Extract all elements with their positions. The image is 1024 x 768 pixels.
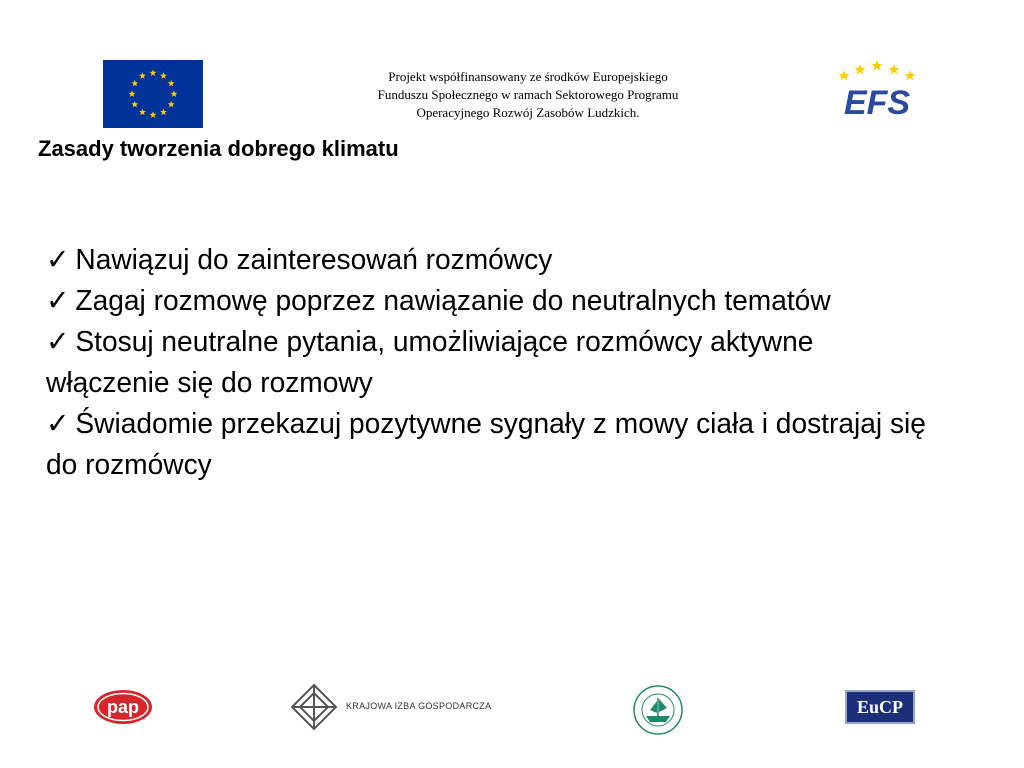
efs-logo-text: EFS xyxy=(843,84,911,122)
eu-flag-logo xyxy=(103,60,203,128)
check-icon: ✓ xyxy=(46,408,70,440)
ship-hull-icon xyxy=(646,716,670,722)
efs-logo xyxy=(830,56,925,122)
project-line-1: Projekt współfinansowany ze środków Europejskiego xyxy=(388,69,668,84)
kig-logo-text: KRAJOWA IZBA GOSPODARCZA xyxy=(346,701,492,711)
project-line-2: Funduszu Społecznego w ramach Sektorowego Programu xyxy=(377,87,679,102)
slide-header xyxy=(0,0,1024,135)
bullet-item xyxy=(46,240,938,281)
bullet-item xyxy=(46,404,938,486)
pap-logo xyxy=(92,688,154,726)
kig-emblem-icon xyxy=(288,682,340,732)
bullet-text: Stosuj neutralne pytania, umożliwiające rozmówcy aktywne włączenie się do rozmowy xyxy=(46,326,814,399)
bullet-list xyxy=(46,240,938,486)
check-icon: ✓ xyxy=(46,244,70,276)
check-icon: ✓ xyxy=(46,285,70,317)
bullet-item xyxy=(46,281,938,322)
bullet-item xyxy=(46,322,938,404)
page-title: Zasady tworzenia dobrego klimatu xyxy=(38,136,399,161)
efs-stars xyxy=(839,60,916,81)
eucp-logo: EuCP xyxy=(845,690,915,724)
sgh-seal-logo xyxy=(632,684,684,736)
pap-logo-text: pap xyxy=(106,697,140,717)
bullet-text: Zagaj rozmowę poprzez nawiązanie do neutralnych tematów xyxy=(75,285,831,317)
partner-logos-footer xyxy=(0,678,1024,738)
project-funding-note xyxy=(323,68,733,122)
bullet-text: Świadomie przekazuj pozytywne sygnały z mowy ciała i dostrajaj się do rozmówcy xyxy=(46,408,926,481)
kig-logo xyxy=(288,682,508,732)
check-icon: ✓ xyxy=(46,326,70,358)
project-line-3: Operacyjnego Rozwój Zasobów Ludzkich. xyxy=(416,105,640,120)
bullet-text: Nawiązuj do zainteresowań rozmówcy xyxy=(75,244,553,276)
